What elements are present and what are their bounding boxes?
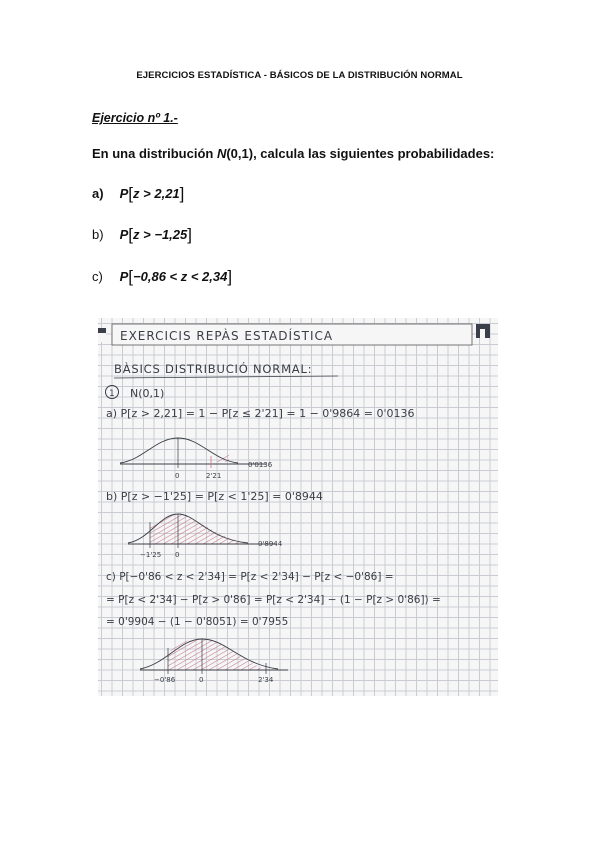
notebook-header: EXERCICIS REPÀS ESTADÍSTICA (120, 329, 334, 343)
graph-b-tick: 0 (175, 551, 180, 559)
graph-a-tick: 2'21 (206, 472, 222, 480)
item-b: b) P[z > −1,25] (92, 225, 192, 244)
notebook-dist: N(0,1) (130, 387, 165, 400)
document-title: EJERCICIOS ESTADÍSTICA - BÁSICOS DE LA DISTRIBUCIÓN NORMAL (136, 70, 463, 81)
corner-marker-left-icon (98, 328, 106, 342)
graph-a (120, 438, 273, 480)
notebook-number: 1 (109, 389, 115, 399)
item-label: b) (92, 227, 104, 242)
exercise-statement (92, 146, 494, 161)
graph-a-value: 0'0136 (248, 461, 273, 469)
graph-a-tick: 0 (175, 472, 180, 480)
notebook-line-c1: c) P[−0'86 < z < 2'34] = P[z < 2'34] − P[z < −0'86] = (106, 571, 394, 583)
notebook-subtitle: BÀSICS DISTRIBUCIÓ NORMAL: (114, 362, 313, 376)
statement-pre: En una distribución (92, 146, 217, 161)
item-c: c) P[−0,86 < z < 2,34] (92, 267, 233, 286)
item-prefix: P (119, 227, 129, 242)
graph-c-tick: 0 (199, 676, 204, 684)
handwritten-notebook-photo (98, 318, 498, 696)
statement-dist: N (216, 146, 227, 161)
item-expression: z > 2,21 (133, 186, 180, 201)
graph-b-value: 0'8944 (258, 540, 283, 548)
notebook-drawing (98, 318, 498, 696)
item-expression: z > −1,25 (133, 227, 188, 242)
notebook-line-c2: = P[z < 2'34] − P[z > 0'86] = P[z < 2'34] − (1 − P[z > 0'86]) = (106, 594, 441, 606)
corner-marker-right-icon (476, 324, 490, 338)
item-label: c) (92, 269, 103, 284)
item-prefix: P (119, 269, 129, 284)
item-expression: −0,86 < z < 2,34 (133, 269, 228, 284)
notebook-line-c3: = 0'9904 − (1 − 0'8051) = 0'7955 (106, 616, 289, 628)
graph-c-tick: 2'34 (258, 676, 274, 684)
exercise-heading: Ejercicio nº 1.- (92, 111, 178, 125)
notebook-line-b: b) P[z > −1'25] = P[z < 1'25] = 0'8944 (106, 490, 323, 503)
graph-c-tick: −0'86 (154, 676, 176, 684)
graph-b-tick: −1'25 (140, 551, 162, 559)
graph-c (140, 639, 288, 684)
statement-dist-params: (0,1) (226, 146, 254, 161)
graph-b (128, 514, 283, 559)
notebook-line-a: a) P[z > 2,21] = 1 − P[z ≤ 2'21] = 1 − 0'9864 = 0'0136 (106, 407, 415, 420)
statement-post: , calcula las siguientes probabilidades: (253, 146, 495, 161)
item-label: a) (92, 186, 104, 201)
item-prefix: P (119, 186, 129, 201)
item-a: a) P[z > 2,21] (92, 184, 185, 203)
